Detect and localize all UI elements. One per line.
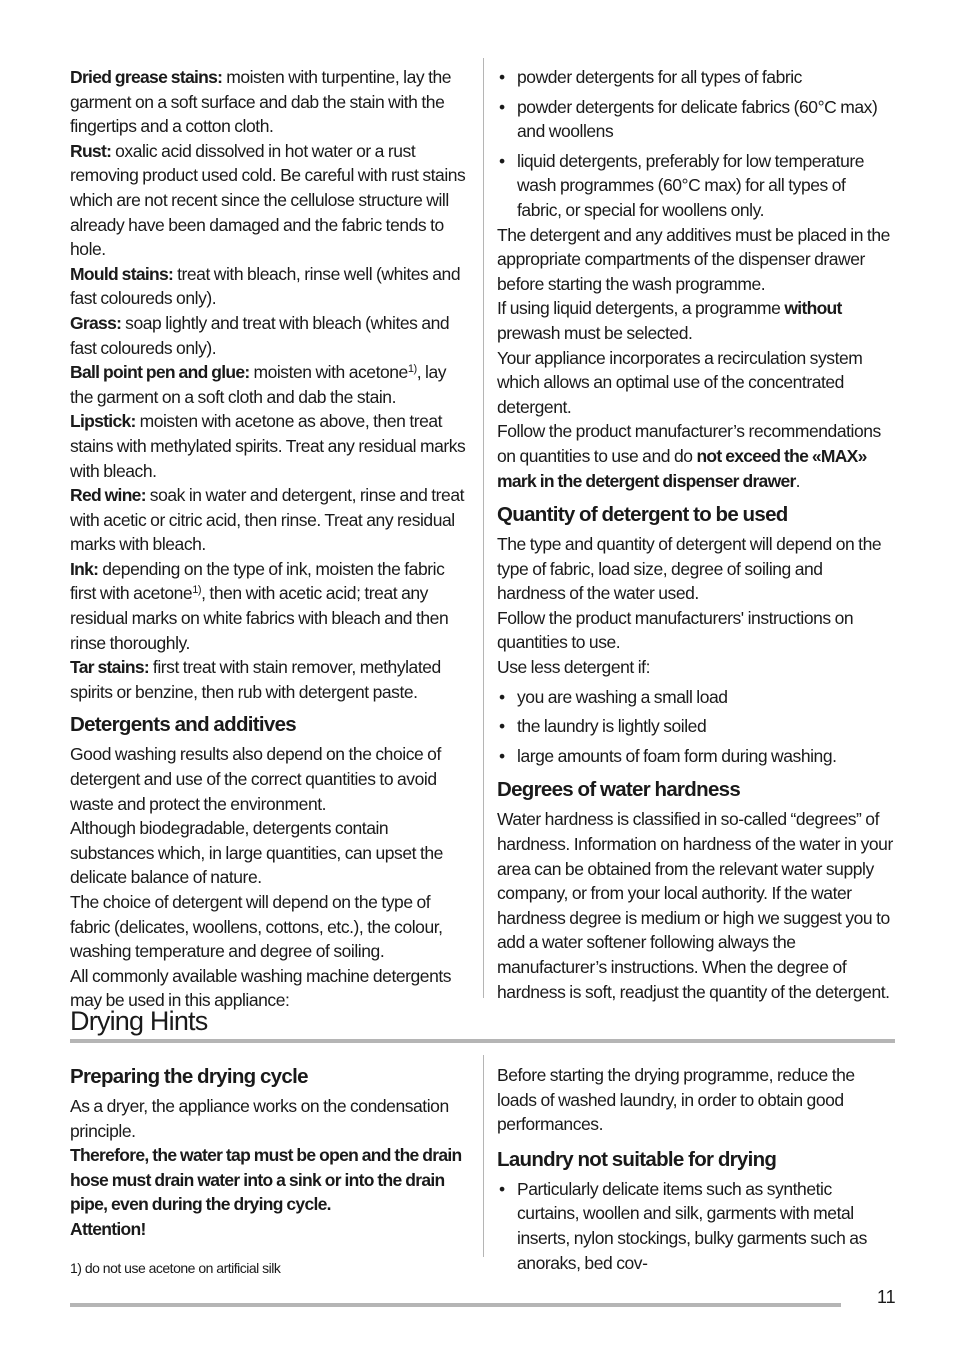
footnote: 1) do not use acetone on artificial silk [70, 1260, 281, 1276]
list-item: • powder detergents for all types of fabric [497, 65, 893, 90]
not-suitable-heading: Laundry not suitable for drying [497, 1147, 777, 1171]
detergents-paragraph: All commonly available washing machine detergents may be used in this appliance: [70, 965, 452, 1011]
liquid-detergent-paragraph: If using liquid detergents, a programme without prewash must be selected. [497, 298, 842, 343]
right-column [497, 65, 893, 1004]
preparing-paragraph: As a dryer, the appliance works on the condensation principle. [70, 1096, 449, 1141]
recirculation-paragraph: Your appliance incorporates a recirculation system which allows an optimal use of the concentrated detergent. [497, 347, 863, 417]
less-detergent-list [497, 685, 893, 769]
stain-entry-red-wine: Red wine: soak in water and detergent, rinse and treat with acetic or citric acid, then rinse. Treat any residual marks with bleach. [70, 485, 465, 555]
detergents-paragraph: Although biodegradable, detergents contain substances which, in large quantities, can upset the delicate balance of nature. [70, 818, 443, 888]
stain-entry-grass: Grass: soap lightly and treat with bleach (whites and fast coloureds only). [70, 312, 450, 358]
before-drying-paragraph: Before starting the drying programme, reduce the loads of washed laundry, in order to obtain good performances. [497, 1065, 855, 1135]
detergents-paragraph: Good washing results also depend on the choice of detergent and use of the correct quantities to avoid waste and protect the environment. [70, 744, 441, 814]
list-item: • large amounts of foam form during washing. [497, 744, 893, 769]
not-suitable-list [497, 1177, 893, 1275]
stain-entry-lipstick: Lipstick: moisten with acetone as above, then treat stains with methylated spirits. Treat any residual marks with bleach. [70, 411, 466, 481]
footnote-ref: 1) [192, 584, 202, 597]
section-title-rule [70, 1039, 895, 1043]
detergents-heading: Detergents and additives [70, 713, 296, 737]
quantity-paragraph: Use less detergent if: [497, 657, 650, 678]
section-title: Drying Hints [70, 1006, 208, 1036]
detergents-paragraph: The choice of detergent will depend on the type of fabric (delicates, woollens, cottons, etc.), the colour, washing temperature and degree of soiling. [70, 892, 443, 962]
left-column [70, 65, 468, 1013]
stain-entry-ballpoint: Ball point pen and glue: moisten with acetone$^{1)}$, lay the garment on a soft cloth and dab the stain. [70, 362, 447, 407]
footnote-ref: 1) [407, 363, 417, 376]
list-item: • powder detergents for delicate fabrics (60°C max) and woollens [497, 95, 893, 144]
placement-paragraph: The detergent and any additives must be placed in the appropriate compartments of the dispenser drawer before starting the wash programme. [497, 224, 890, 294]
hardness-paragraph: Water hardness is classified in so-called “degrees” of hardness. Information on hardness of the water in your area can be obtained from the relevant water supply company, or from your local authority. If the water hardness degree is medium or high we suggest you to add a water softener following always the manufacturer’s instructions. When the degree of hardness is soft, readjust the quantity of the detergent. [497, 809, 893, 1002]
list-item: • the laundry is lightly soiled [497, 714, 893, 739]
page-number: 11 [877, 1287, 896, 1307]
quantity-heading: Quantity of detergent to be used [497, 503, 788, 527]
manufacturer-paragraph: Follow the product manufacturer’s recommendations on quantities to use and do not exceed the «MAX» mark in the detergent dispenser drawer. [497, 421, 881, 491]
column-divider [483, 1055, 484, 1257]
water-tap-warning: Therefore, the water tap must be open and the drain hose must drain water into a sink or into the drain pipe, even during the drying cycle. [70, 1145, 462, 1215]
column-divider [483, 58, 484, 998]
stain-entry-ink: Ink: depending on the type of ink, moisten the fabric first with acetone$^{1)}$, then with acetic acid; treat any residual marks on white fabrics with bleach and then rinse thoroughly. [70, 558, 449, 653]
stain-entry-dried-grease: Dried grease stains: moisten with turpentine, lay the garment on a soft surface and dab the stain with the fingertips and a cotton cloth. [70, 67, 452, 137]
attention-label: Attention! [70, 1218, 146, 1239]
footer-rule [70, 1303, 841, 1307]
preparing-heading: Preparing the drying cycle [70, 1065, 308, 1088]
stain-list [70, 65, 468, 704]
quantity-paragraph: The type and quantity of detergent will depend on the type of fabric, load size, degree of soiling and hardness of the water used. [497, 534, 882, 604]
stain-entry-rust: Rust: oxalic acid dissolved in hot water or a rust removing product used cold. Be careful with rust stains which are not recent since the cellulose structure will already have been damaged and the fabric tends to hole. [70, 140, 466, 260]
list-item: • Particularly delicate items such as synthetic curtains, woollen and silk, garments with metal inserts, nylon stockings, bulky garments such as anoraks, bed cov- [497, 1177, 893, 1275]
quantity-paragraph: Follow the product manufacturers' instructions on quantities to use. [497, 607, 854, 653]
list-item: • you are washing a small load [497, 685, 893, 710]
drying-right-column [497, 1063, 893, 1280]
detergent-types-list [497, 65, 893, 223]
list-item: • liquid detergents, preferably for low temperature wash programmes (60°C max) for all types of fabric, or special for woollens only. [497, 149, 893, 223]
hardness-heading: Degrees of water hardness [497, 778, 741, 802]
stain-entry-mould: Mould stains: treat with bleach, rinse well (whites and fast coloureds only). [70, 263, 461, 309]
drying-left-column [70, 1064, 468, 1242]
stain-entry-tar: Tar stains: first treat with stain remover, methylated spirits or benzine, then rub with detergent paste. [70, 657, 441, 702]
